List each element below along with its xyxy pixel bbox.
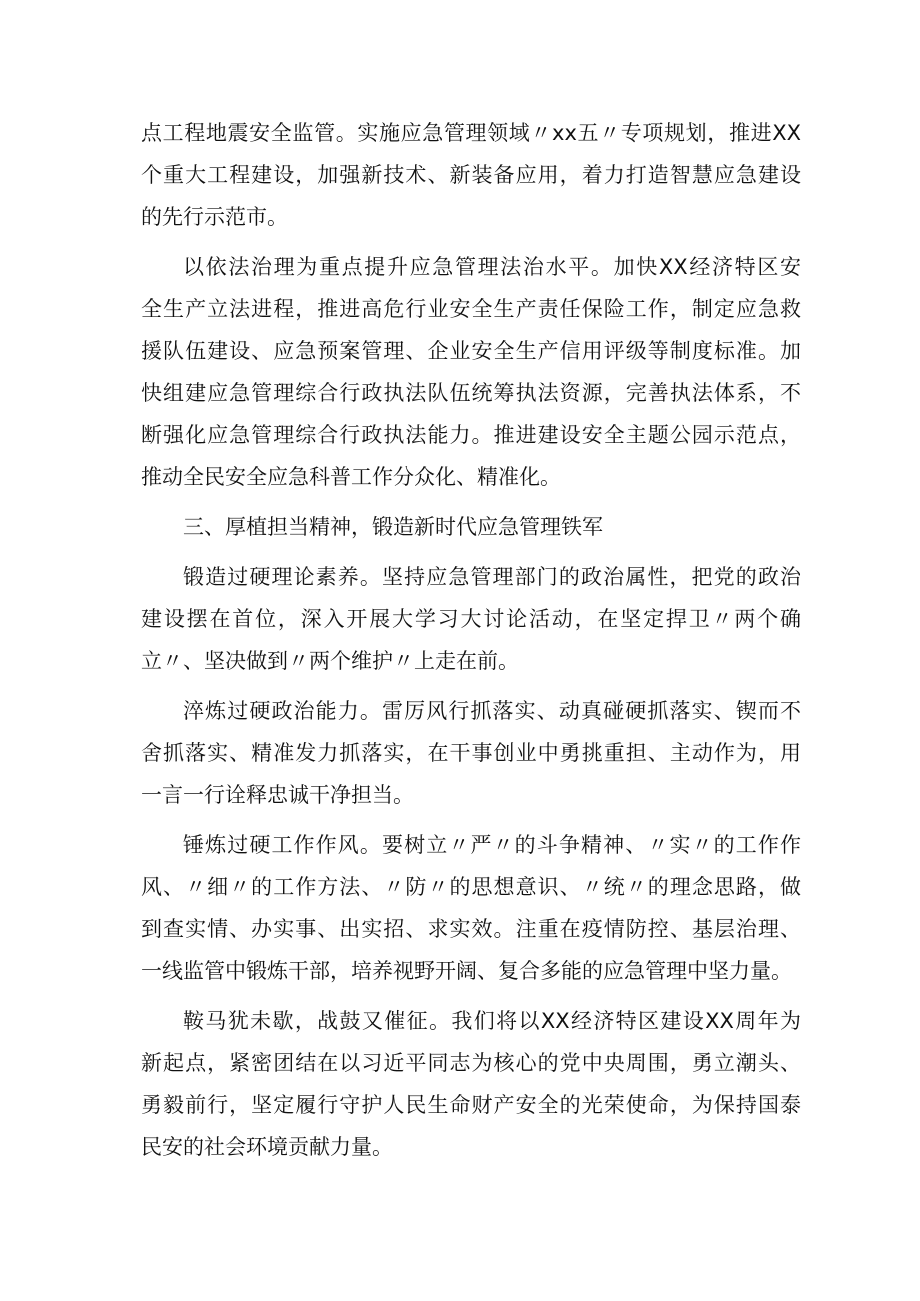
paragraph-p7: [141, 1000, 801, 1168]
paragraph-line: 个重大工程建设，加强新技术、新装备应用，着力打造智慧应急建设: [141, 163, 801, 187]
paragraph-line: 断强化应急管理综合行政执法能力。推进建设安全主题公园示范点，: [141, 423, 801, 447]
paragraph-line: 点工程地震安全监管。实施应急管理领域〃xx五〃专项规划，推进XX: [141, 121, 801, 145]
paragraph-line: 援队伍建设、应急预案管理、企业安全生产信用评级等制度标准。加: [141, 339, 801, 363]
paragraph-line: 锻造过硬理论素养。坚持应急管理部门的政治属性，把党的政治: [183, 565, 801, 589]
paragraph-line: 推动全民安全应急科普工作分众化、精准化。: [141, 465, 561, 489]
paragraph-p1: [141, 112, 801, 238]
paragraph-p4: [141, 556, 801, 682]
paragraph-line: 勇毅前行，坚定履行守护人民生命财产安全的光荣使命，为保持国泰: [141, 1093, 801, 1117]
paragraph-line: 新起点，紧密团结在以习近平同志为核心的党中央周围，勇立潮头、: [141, 1051, 801, 1075]
document-body: [141, 112, 801, 1168]
paragraph-line: 建设摆在首位，深入开展大学习大讨论活动，在坚定捍卫〃两个确: [141, 607, 801, 631]
paragraph-line: 民安的社会环境贡献力量。: [141, 1135, 393, 1159]
paragraph-line: 三、厚植担当精神，锻造新时代应急管理铁军: [183, 515, 603, 539]
paragraph-line: 一线监管中锻炼干部，培养视野开阔、复合多能的应急管理中坚力量。: [141, 959, 792, 983]
paragraph-line: 快组建应急管理综合行政执法队伍统筹执法资源，完善执法体系，不: [141, 381, 801, 405]
paragraph-line: 风、〃细〃的工作方法、〃防〃的思想意识、〃统〃的理念思路，做: [141, 875, 801, 899]
paragraph-line: 全生产立法进程，推进高危行业安全生产责任保险工作，制定应急救: [141, 297, 801, 321]
paragraph-p3: [141, 506, 801, 548]
paragraph-p2: [141, 246, 801, 498]
paragraph-line: 立〃、坚决做到〃两个维护〃上走在前。: [141, 649, 519, 673]
paragraph-p5: [141, 690, 801, 816]
paragraph-line: 鞍马犹未歇，战鼓又催征。我们将以XX经济特区建设XX周年为: [183, 1009, 801, 1033]
paragraph-line: 淬炼过硬政治能力。雷厉风行抓落实、动真碰硬抓落实、锲而不: [183, 699, 801, 723]
paragraph-line: 舍抓落实、精准发力抓落实，在干事创业中勇挑重担、主动作为，用: [141, 741, 801, 765]
paragraph-line: 一言一行诠释忠诚干净担当。: [141, 783, 414, 807]
paragraph-line: 的先行示范市。: [141, 205, 288, 229]
paragraph-line: 以依法治理为重点提升应急管理法治水平。加快XX经济特区安: [183, 255, 801, 279]
paragraph-p6: [141, 824, 801, 992]
paragraph-line: 锤炼过硬工作作风。要树立〃严〃的斗争精神、〃实〃的工作作: [183, 833, 801, 857]
paragraph-line: 到查实情、办实事、出实招、求实效。注重在疫情防控、基层治理、: [141, 917, 801, 941]
